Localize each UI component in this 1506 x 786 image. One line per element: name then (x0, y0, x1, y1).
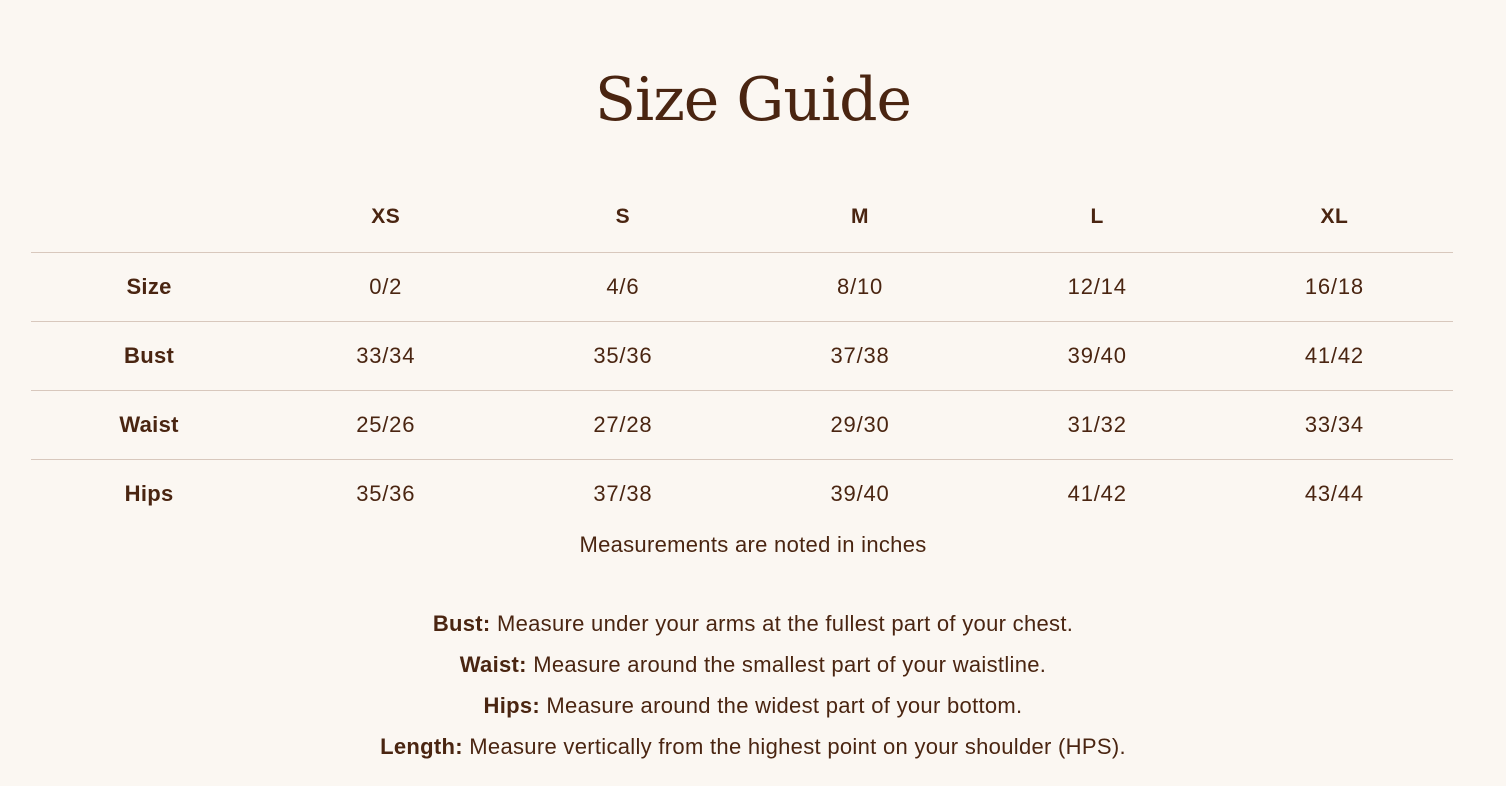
table-row (31, 253, 1453, 322)
row-label: Waist (119, 412, 179, 437)
instruction-text: Measure vertically from the highest point on your shoulder (HPS). (462, 734, 1126, 759)
table-cell: 41/42 (1304, 343, 1364, 368)
table-row (31, 460, 1453, 529)
table-cell: 37/38 (593, 481, 653, 506)
table-cell: 27/28 (593, 412, 653, 437)
table-cell: 37/38 (830, 343, 890, 368)
table-cell: 39/40 (830, 481, 890, 506)
table-cell: 0/2 (369, 274, 403, 299)
column-header: S (615, 205, 631, 228)
instruction-text: Measure under your arms at the fullest part of your chest. (490, 611, 1074, 636)
table-header-corner (31, 182, 267, 253)
table-cell: 39/40 (1067, 343, 1127, 368)
instruction-item (0, 603, 1506, 644)
table-row (31, 391, 1453, 460)
row-label: Hips (124, 481, 174, 506)
table-cell: 41/42 (1067, 481, 1127, 506)
row-label: Size (126, 274, 172, 299)
column-header: XL (1320, 205, 1349, 228)
table-cell: 4/6 (606, 274, 640, 299)
table-cell: 35/36 (593, 343, 653, 368)
instruction-item (0, 644, 1506, 685)
table-cell: 29/30 (830, 412, 890, 437)
table-cell: 43/44 (1304, 481, 1364, 506)
table-cell: 25/26 (356, 412, 416, 437)
instruction-term: Waist: (459, 652, 527, 677)
instruction-text: Measure around the smallest part of your waistline. (526, 652, 1047, 677)
instruction-item (0, 685, 1506, 726)
table-cell: 12/14 (1067, 274, 1127, 299)
instruction-item (0, 726, 1506, 767)
measurement-unit-note: Measurements are noted in inches (579, 532, 927, 557)
row-label: Bust (124, 343, 175, 368)
table-cell: 33/34 (356, 343, 416, 368)
column-header: M (851, 205, 870, 228)
instruction-text: Measure around the widest part of your bottom. (540, 693, 1023, 718)
column-header: XS (371, 205, 401, 228)
page-title: Size Guide (594, 65, 912, 135)
table-cell: 31/32 (1067, 412, 1127, 437)
table-cell: 35/36 (356, 481, 416, 506)
table-cell: 8/10 (837, 274, 884, 299)
table-cell: 33/34 (1304, 412, 1364, 437)
table-row (31, 322, 1453, 391)
instruction-term: Hips: (483, 693, 541, 718)
size-table (31, 182, 1453, 528)
measuring-instructions (0, 603, 1506, 767)
table-header-row (31, 182, 1453, 253)
table-cell: 16/18 (1304, 274, 1364, 299)
instruction-term: Length: (380, 734, 463, 759)
instruction-term: Bust: (432, 611, 491, 636)
column-header: L (1090, 205, 1104, 228)
